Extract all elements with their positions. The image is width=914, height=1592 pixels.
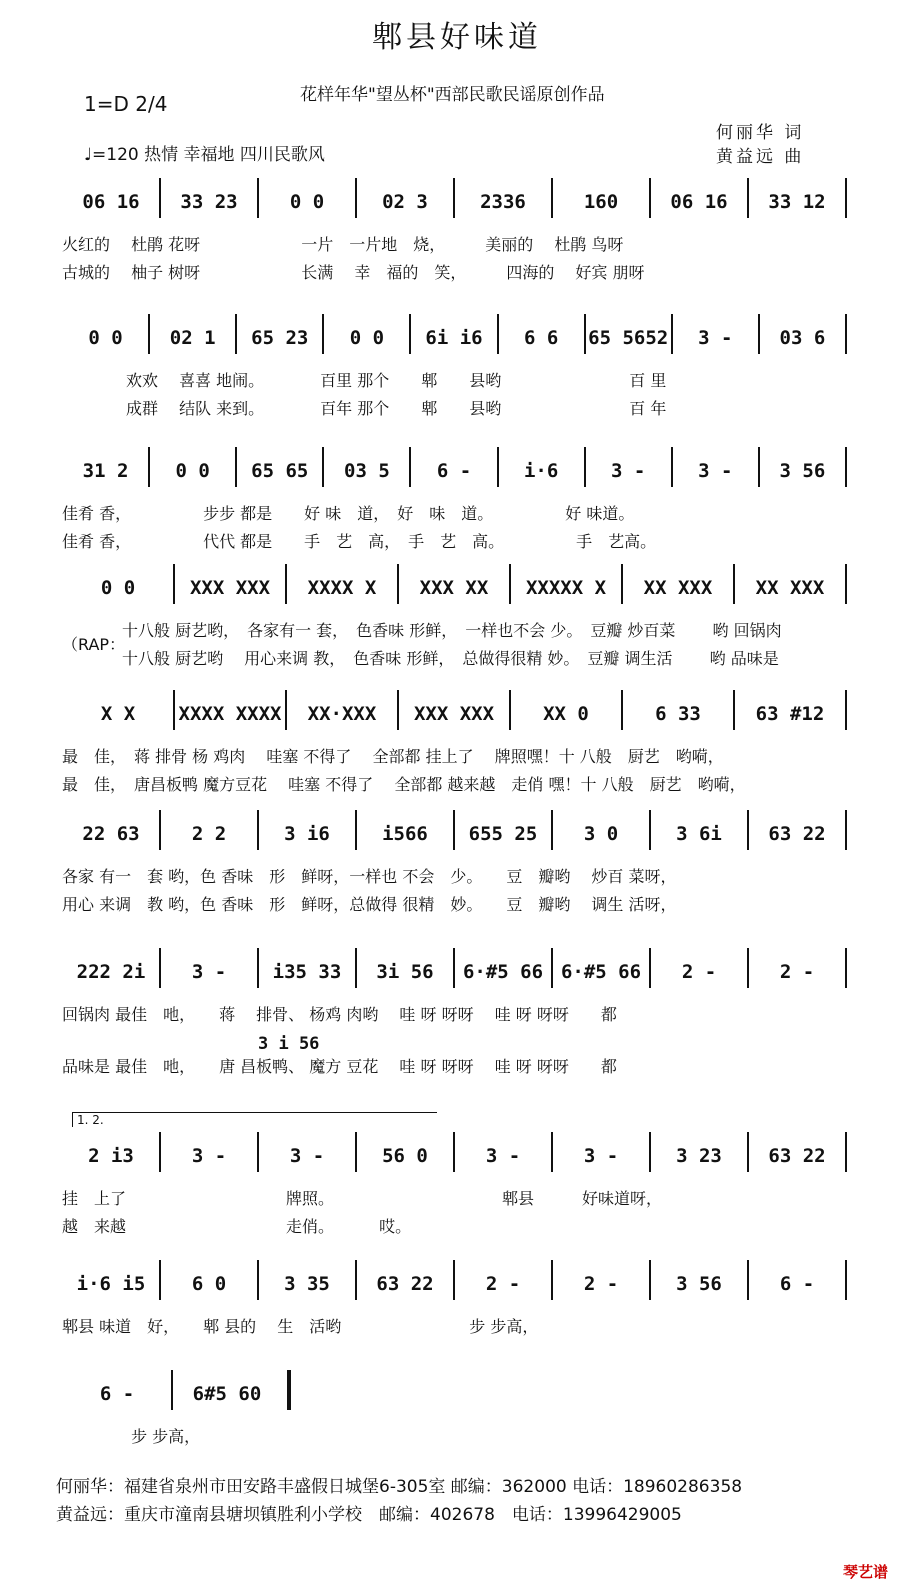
notation-line bbox=[62, 1378, 846, 1410]
measure: 0 0 bbox=[175, 460, 210, 482]
measure: 63 #12 bbox=[755, 703, 825, 725]
lyric-line: 最 佳， 唐昌板鸭 魔方豆花 哇塞 不得了 全部都 越来越 走俏 嘿！十 八般 厨艺 哟嗬， bbox=[62, 775, 746, 794]
measure: 6#5 60 bbox=[192, 1383, 262, 1405]
measure: 65 23 bbox=[251, 327, 309, 349]
measure: X X bbox=[100, 703, 136, 725]
page-title: 郫县好味道 bbox=[372, 20, 542, 55]
barline bbox=[845, 564, 847, 604]
notation-line bbox=[62, 956, 846, 988]
lyric-line: 挂 上了 牌照。 郫县 好味道呀， bbox=[62, 1189, 663, 1208]
measure: 02 3 bbox=[382, 191, 428, 213]
measure: 222 2i bbox=[76, 961, 146, 983]
measure: 160 bbox=[583, 191, 619, 213]
measure: 33 12 bbox=[768, 191, 826, 213]
site-logo: 琴艺谱 bbox=[842, 1563, 888, 1581]
barline bbox=[845, 810, 847, 850]
measure: XX·XXX bbox=[307, 703, 377, 725]
lyric-line: 步 步高， bbox=[62, 1427, 201, 1446]
measure: 0 0 bbox=[289, 191, 325, 213]
measure: XXXXX X bbox=[525, 577, 607, 599]
measure: 02 1 bbox=[169, 327, 216, 349]
lyric-line: 十八般 厨艺哟， 各家有一 套， 色香味 形鲜， 一样也不会 少。 豆瓣 炒百菜 哟 回锅肉 bbox=[122, 621, 782, 640]
measure: 33 23 bbox=[180, 191, 238, 213]
measure: 63 22 bbox=[768, 1145, 826, 1167]
measure: 3 56 bbox=[779, 460, 826, 482]
lyric-line: 最 佳， 蒋 排骨 杨 鸡肉 哇塞 不得了 全部都 挂上了 牌照嘿！十 八般 厨艺 哟嗬， bbox=[62, 747, 724, 766]
barline bbox=[845, 1132, 847, 1172]
measure: 3 0 bbox=[583, 823, 619, 845]
measure: i35 33 bbox=[272, 961, 342, 983]
measure: 0 0 bbox=[349, 327, 385, 349]
measure: 6·#5 66 bbox=[462, 961, 544, 983]
barline bbox=[845, 447, 847, 487]
lyric-line: 回锅肉 最佳 吔， 蒋 排骨、 杨鸡 肉哟 哇 呀 呀呀 哇 呀 呀呀 都 bbox=[62, 1005, 617, 1024]
notation-line bbox=[62, 698, 846, 730]
measure: 3 i6 bbox=[284, 823, 330, 845]
key-signature: 1=D 2/4 bbox=[84, 92, 168, 116]
measure: 3 - bbox=[485, 1145, 521, 1167]
barline bbox=[845, 178, 847, 218]
measure: 3 56 bbox=[676, 1273, 722, 1295]
measure: XX XXX bbox=[643, 577, 713, 599]
measure: 03 5 bbox=[344, 460, 390, 482]
measure: 3 - bbox=[698, 327, 733, 349]
measure: 3 6i bbox=[676, 823, 722, 845]
barline bbox=[845, 1260, 847, 1300]
measure: XXXX XXXX bbox=[178, 703, 282, 725]
measure: 6i i6 bbox=[425, 327, 483, 349]
measure: 03 6 bbox=[779, 327, 826, 349]
variant-notation: 3 i 56 bbox=[258, 1034, 320, 1054]
measure: 655 25 bbox=[468, 823, 538, 845]
measure: XXX XXX bbox=[413, 703, 495, 725]
rap-label: （RAP： bbox=[62, 635, 126, 654]
measure: 6 - bbox=[779, 1273, 815, 1295]
measure: XX 0 bbox=[543, 703, 589, 725]
measure: 2 - bbox=[681, 961, 717, 983]
measure: i566 bbox=[382, 823, 428, 845]
notation-line bbox=[62, 572, 846, 604]
measure: 3 - bbox=[611, 460, 646, 482]
notation-line bbox=[62, 186, 846, 218]
lyricist-credit: 何丽华 词 bbox=[716, 123, 805, 143]
measure: 3 - bbox=[289, 1145, 325, 1167]
notation-line bbox=[62, 455, 846, 487]
barline bbox=[845, 948, 847, 988]
measure: 6 6 bbox=[523, 327, 559, 349]
measure: 6 0 bbox=[191, 1273, 227, 1295]
measure: i·6 bbox=[523, 460, 559, 482]
measure: 2 - bbox=[485, 1273, 521, 1295]
notation-line bbox=[62, 322, 846, 354]
measure: 3 - bbox=[583, 1145, 619, 1167]
notation-line bbox=[62, 1140, 846, 1172]
lyric-line: 越 来越 走俏。 哎。 bbox=[62, 1217, 412, 1236]
measure: 22 63 bbox=[82, 823, 140, 845]
measure: 2 - bbox=[583, 1273, 619, 1295]
measure: 65 65 bbox=[251, 460, 309, 482]
measure: 2 i3 bbox=[88, 1145, 134, 1167]
lyric-line: 各家 有一 套 哟，色 香味 形 鲜呀，一样也 不会 少。 豆 瓣哟 炒百 菜呀， bbox=[62, 867, 677, 886]
measure: 6 - bbox=[436, 460, 472, 482]
measure: XXX XX bbox=[419, 577, 489, 599]
measure: 3 - bbox=[191, 1145, 227, 1167]
measure: 0 0 bbox=[100, 577, 136, 599]
measure: 06 16 bbox=[82, 191, 140, 213]
volta-bracket: 1. 2. bbox=[72, 1112, 437, 1127]
lyric-line: 用心 来调 教 哟，色 香味 形 鲜呀，总做得 很精 妙。 豆 瓣哟 调生 活呀， bbox=[62, 895, 677, 914]
measure: 31 2 bbox=[82, 460, 129, 482]
final-barline bbox=[287, 1370, 291, 1410]
measure: 06 16 bbox=[670, 191, 728, 213]
measure: XXXX X bbox=[307, 577, 377, 599]
lyric-line: 品味是 最佳 吔， 唐 昌板鸭、 魔方 豆花 哇 呀 呀呀 哇 呀 呀呀 都 bbox=[62, 1057, 617, 1076]
measure: 63 22 bbox=[376, 1273, 434, 1295]
lyric-line: 十八般 厨艺哟 用心来调 教， 色香味 形鲜， 总做得很精 妙。 豆瓣 调生活 哟 品味是 bbox=[122, 649, 779, 668]
measure: 3 35 bbox=[284, 1273, 330, 1295]
notation-line bbox=[62, 818, 846, 850]
lyric-line: 佳肴 香， 代代 都是 手 艺 高， 手 艺 高。 手 艺高。 bbox=[62, 532, 657, 551]
measure: 56 0 bbox=[382, 1145, 428, 1167]
measure: 3 23 bbox=[676, 1145, 722, 1167]
lyric-line: 火红的 杜鹃 花呀 一片 一片地 烧， 美丽的 杜鹃 鸟呀 bbox=[62, 235, 624, 254]
subtitle: 花样年华"望丛杯"西部民歌民谣原创作品 bbox=[300, 85, 605, 105]
measure: 2 2 bbox=[191, 823, 227, 845]
barline bbox=[845, 314, 847, 354]
tempo-marking: ♩=120 热情 幸福地 四川民歌风 bbox=[84, 145, 325, 165]
measure: XX XXX bbox=[755, 577, 825, 599]
lyric-line: 古城的 柚子 树呀 长满 幸 福的 笑， 四海的 好宾 朋呀 bbox=[62, 263, 645, 282]
lyric-line: 成群 结队 来到。 百年 那个 郫 县哟 百 年 bbox=[62, 399, 667, 418]
measure: 63 22 bbox=[768, 823, 826, 845]
notation-line bbox=[62, 1268, 846, 1300]
lyric-line: 欢欢 喜喜 地闹。 百里 那个 郫 县哟 百 里 bbox=[62, 371, 667, 390]
footer-line-lyricist: 何丽华：福建省泉州市田安路丰盛假日城堡6-305室 邮编：362000 电话：18960286358 bbox=[56, 1477, 743, 1497]
measure: 3i 56 bbox=[376, 961, 434, 983]
measure: 6 33 bbox=[655, 703, 701, 725]
lyric-line: 郫县 味道 好， 郫 县的 生 活哟 步 步高， bbox=[62, 1317, 539, 1336]
measure: 65 5652 bbox=[588, 327, 669, 349]
barline bbox=[845, 690, 847, 730]
measure: 2 - bbox=[779, 961, 815, 983]
measure: 3 - bbox=[191, 961, 227, 983]
measure: 0 0 bbox=[88, 327, 123, 349]
measure: 6 - bbox=[99, 1383, 135, 1405]
composer-credit: 黄益远 曲 bbox=[716, 147, 805, 167]
measure: 6·#5 66 bbox=[560, 961, 642, 983]
measure: 2336 bbox=[480, 191, 526, 213]
measure: XXX XXX bbox=[189, 577, 271, 599]
measure: 3 - bbox=[698, 460, 733, 482]
lyric-line: 佳肴 香， 步步 都是 好 味 道， 好 味 道。 好 味道。 bbox=[62, 504, 635, 523]
measure: i·6 i5 bbox=[76, 1273, 146, 1295]
footer-line-composer: 黄益远：重庆市潼南县塘坝镇胜利小学校 邮编：402678 电话：13996429005 bbox=[56, 1505, 682, 1525]
